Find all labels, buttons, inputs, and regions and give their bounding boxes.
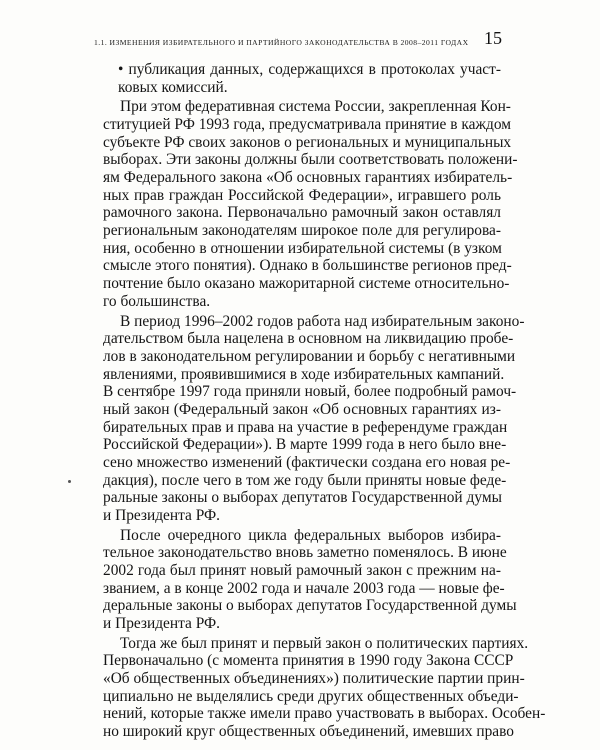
text-line: ных прав граждан Российской Федерации», игравшего роль xyxy=(103,186,501,204)
text-line: 2002 года был принят новый рамочный закон с прежним на- xyxy=(103,561,501,579)
margin-dot xyxy=(68,480,71,483)
page-number: 15 xyxy=(484,28,502,48)
text-line: «Об общественных объединениях») политические партии прин- xyxy=(103,670,525,687)
text-line: дакция), после чего в том же году были приняты новые феде- xyxy=(103,471,507,489)
text-line: рамочного закона. Первоначально рамочный закон оставлял xyxy=(103,204,501,222)
text-line: ям Федерального закона «Об основных гарантиях избиратель- xyxy=(103,169,513,187)
text-line: званием, а в конце 2002 года и начале 2003 года — новые фе- xyxy=(103,579,505,597)
text-line: субъекте РФ своих законов о региональных и муниципальных xyxy=(103,133,512,151)
text-line: При этом федеративная система России, закрепленная Кон- xyxy=(120,98,511,116)
text-line: Первоначально (с момента принятия в 1990 году Закона СССР xyxy=(103,652,514,670)
text-line: смысле этого понятия). Однако в большинстве регионов пред- xyxy=(103,257,512,275)
text-line: ный закон (Федеральный закон «Об основных гарантиях из- xyxy=(103,400,501,418)
text-line: Российской Федерации»). В марте 1999 года в него было вне- xyxy=(103,436,507,454)
text-line: Тогда же был принят и первый закон о политических партиях. xyxy=(120,634,529,652)
text-line: сено множество изменений (фактически создана его новая ре- xyxy=(103,453,511,471)
text-line: го большинства. xyxy=(103,292,211,310)
text-line: выборах. Эти законы должны были соответствовать положени- xyxy=(103,151,518,169)
text-line: ституцией РФ 1993 года, предусматривала принятие в каждом xyxy=(103,116,512,134)
text-line: но широкий круг общественных объединений, имевших право xyxy=(103,723,514,740)
text-line: тельное законодательство вновь заметно поменялось. В июне xyxy=(103,544,507,562)
text-line: нений, которые также имели право участвовать в выборах. Особен- xyxy=(103,705,546,723)
text-line: ципиально не выделялись среди других общественных объеди- xyxy=(103,687,519,705)
text-line: ковых комиссий. xyxy=(118,78,228,96)
text-line: региональным законодателям широкое поле для регулирова- xyxy=(103,222,501,240)
running-header: 1.1. ИЗМЕНЕНИЯ ИЗБИРАТЕЛЬНОГО И ПАРТИЙНОГО ЗАКОНОДАТЕЛЬСТВА В 2008–2011 ГОДАХ xyxy=(94,38,469,47)
text-line: бирательных прав и права на участие в референдуме граждан xyxy=(103,418,508,436)
text-line: дательством была нацелена в основном на ликвидацию пробе- xyxy=(103,330,514,348)
text-line: ральные законы о выборах депутатов Государственной думы xyxy=(103,489,502,507)
text-line: явлениями, проявившимися в ходе избирательных кампаний. xyxy=(103,365,505,383)
text-line: деральные законы о выборах депутатов Государственной думы xyxy=(103,597,517,615)
text-line: • публикация данных, содержащихся в протоколах участ- xyxy=(118,61,501,78)
text-line: После очередного цикла федеральных выборов избира- xyxy=(120,526,501,544)
text-line: лов в законодательном регулировании и борьбу с негативными xyxy=(103,347,516,365)
text-line: и Президента РФ. xyxy=(103,614,221,632)
text-line: и Президента РФ. xyxy=(103,506,221,524)
text-line: почтение было оказано мажоритарной системе относительно- xyxy=(103,275,510,293)
text-line: ния, особенно в отношении избирательной системы (в узком xyxy=(103,239,502,257)
text-line: В период 1996–2002 годов работа над избирательным законо- xyxy=(120,312,525,330)
text-line: В сентябре 1997 года приняли новый, более подробный рамоч- xyxy=(103,383,517,401)
